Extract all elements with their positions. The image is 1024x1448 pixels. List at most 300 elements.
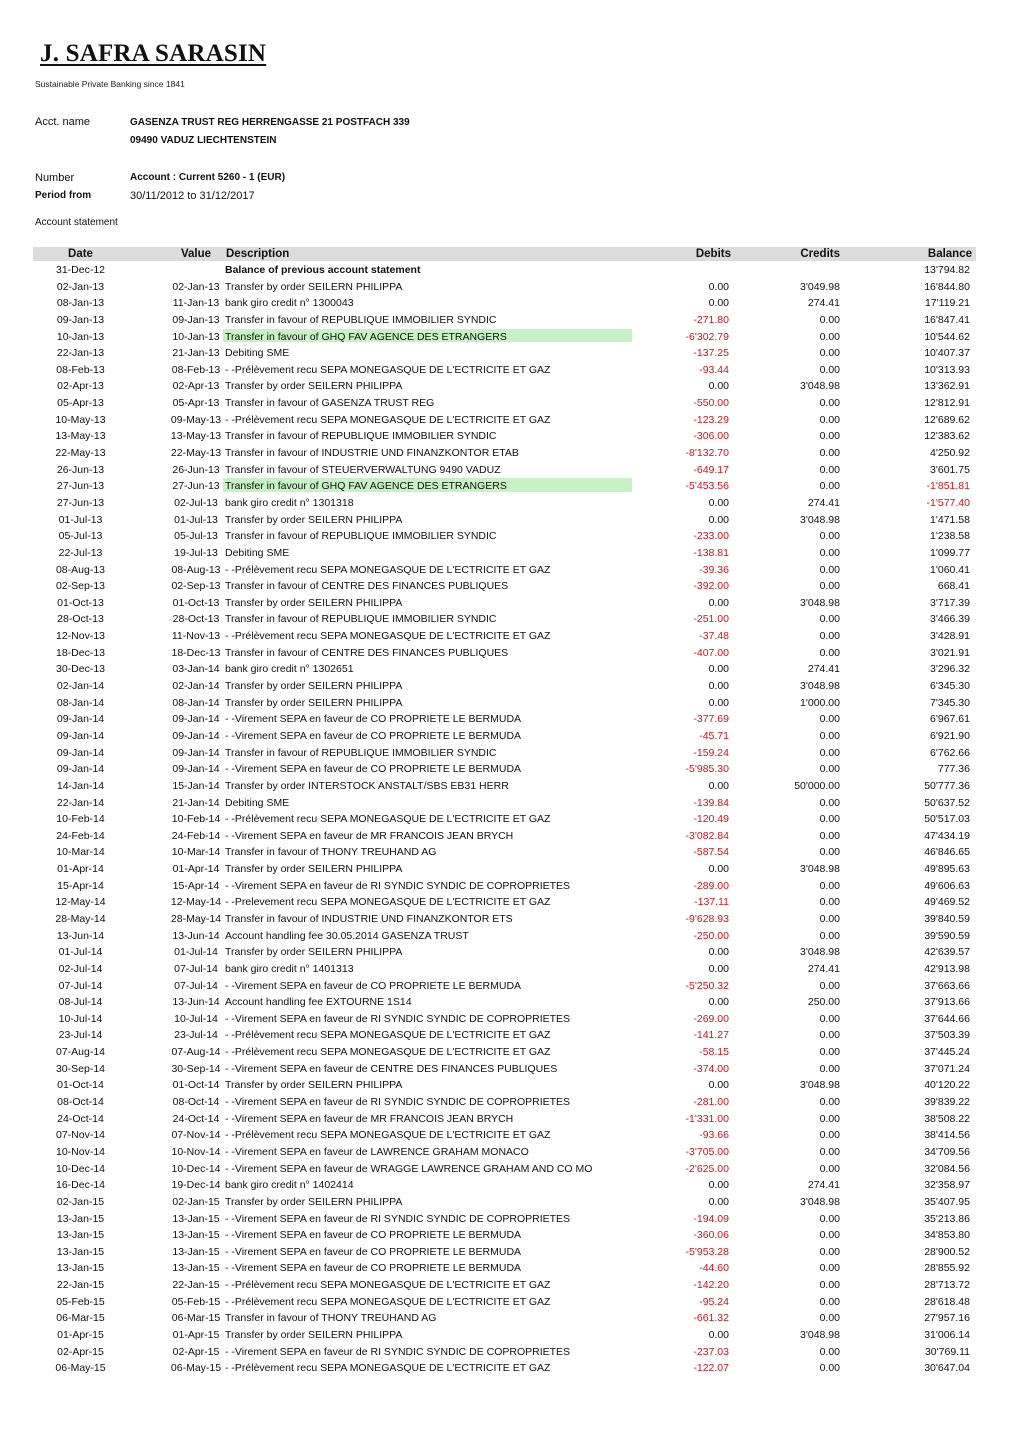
cell-description: - -Virement SEPA en faveur de CO PROPRIETE LE BERMUDA <box>225 1229 522 1242</box>
cell-description: Debiting SME <box>225 347 290 360</box>
cell-debit: 0.00 <box>708 1329 729 1341</box>
cell-debit: -93.66 <box>699 1129 729 1142</box>
cell-credit: 0.00 <box>819 1262 840 1275</box>
cell-value-date: 09-May-13 <box>170 413 222 426</box>
cell-balance: -1'577.40 <box>926 496 970 509</box>
cell-value-date: 30-Sep-14 <box>171 1062 221 1075</box>
cell-debit: 0.00 <box>708 680 729 693</box>
cell-value-date: 13-Jun-14 <box>172 996 220 1009</box>
cell-debit: -649.17 <box>693 463 729 476</box>
cell-value-date: 05-Feb-15 <box>171 1295 221 1308</box>
cell-value-date: 28-Oct-13 <box>172 613 220 626</box>
cell-description: - -Virement SEPA en faveur de CO PROPRIETE LE BERMUDA <box>225 713 522 726</box>
cell-date: 10-Dec-14 <box>55 1162 106 1175</box>
cell-value-date: 06-Mar-15 <box>171 1312 221 1325</box>
cell-description: - -Virement SEPA en faveur de RI SYNDIC SYNDIC DE COPROPRIETES <box>225 1012 571 1025</box>
cell-balance: 39'840.59 <box>924 912 970 925</box>
cell-balance: 37'663.66 <box>924 979 970 992</box>
cell-description: - -Prélèvement recu SEPA MONEGASQUE DE L'ECTRICITE ET GAZ <box>225 813 551 826</box>
cell-value-date: 09-Jan-14 <box>172 713 220 726</box>
table-row <box>33 1127 976 1144</box>
cell-value-date: 03-Jan-14 <box>172 663 220 676</box>
cell-date: 22-May-13 <box>55 447 106 460</box>
cell-credit: 0.00 <box>819 1062 840 1075</box>
cell-credit: 0.00 <box>819 1029 840 1042</box>
table-row <box>33 1094 976 1111</box>
table-row <box>33 1310 976 1327</box>
cell-balance: 3'428.91 <box>930 630 970 643</box>
cell-credit: 0.00 <box>819 813 840 826</box>
cell-value-date: 02-Jan-14 <box>172 680 220 693</box>
cell-debit: -44.60 <box>699 1262 729 1275</box>
cell-credit: 3'048.98 <box>800 863 840 876</box>
table-row <box>33 478 976 495</box>
cell-balance: 6'967.61 <box>930 713 970 726</box>
cell-description: - -Virement SEPA en faveur de CO PROPRIETE LE BERMUDA <box>225 1262 522 1275</box>
cell-description: - -Virement SEPA en faveur de RI SYNDIC SYNDIC DE COPROPRIETES <box>225 1345 571 1358</box>
cell-credit: 0.00 <box>819 846 840 859</box>
cell-date: 01-Apr-15 <box>57 1329 104 1341</box>
cell-value-date: 02-Jan-15 <box>172 1195 220 1208</box>
cell-description: Transfer by order SEILERN PHILIPPA <box>225 1329 403 1341</box>
cell-description: Transfer in favour of GHQ FAV AGENCE DES ETRANGERS <box>225 480 507 493</box>
cell-debit: 0.00 <box>708 280 729 293</box>
cell-balance: 12'812.91 <box>924 397 970 410</box>
table-row <box>33 412 976 429</box>
cell-balance: 28'618.48 <box>924 1295 970 1308</box>
cell-date: 06-Mar-15 <box>56 1312 105 1325</box>
cell-description: Transfer by order SEILERN PHILIPPA <box>225 946 403 959</box>
cell-value-date: 05-Apr-13 <box>172 397 220 410</box>
cell-balance: 50'777.36 <box>924 779 970 792</box>
table-row <box>33 445 976 462</box>
cell-description: Transfer by order SEILERN PHILIPPA <box>225 1195 403 1208</box>
cell-description: Transfer by order SEILERN PHILIPPA <box>225 596 403 609</box>
table-row <box>33 1161 976 1178</box>
table-row <box>33 695 976 712</box>
cell-value-date: 13-Jan-15 <box>172 1245 220 1258</box>
cell-balance: 13'794.82 <box>924 264 970 276</box>
cell-credit: 3'048.98 <box>800 513 840 526</box>
cell-date: 01-Apr-14 <box>57 863 104 876</box>
cell-credit: 0.00 <box>819 1162 840 1175</box>
cell-date: 15-Apr-14 <box>57 879 104 892</box>
cell-date: 22-Jan-14 <box>56 796 105 809</box>
cell-date: 10-Jul-14 <box>58 1012 103 1025</box>
cell-balance: 1'099.77 <box>930 546 970 559</box>
cell-description: Transfer in favour of REPUBLIQUE IMMOBILIER SYNDIC <box>225 430 497 443</box>
cell-date: 22-Jul-13 <box>58 546 103 559</box>
cell-balance: 12'689.62 <box>924 413 970 426</box>
cell-description: - -Virement SEPA en faveur de RI SYNDIC SYNDIC DE COPROPRIETES <box>225 1212 571 1225</box>
cell-debit: -9'628.93 <box>685 912 729 925</box>
cell-debit: -5'953.28 <box>685 1245 729 1258</box>
cell-balance: 10'407.37 <box>924 347 970 360</box>
cell-credit: 0.00 <box>819 729 840 742</box>
cell-value-date: 13-Jan-15 <box>172 1262 220 1275</box>
table-row <box>33 462 976 479</box>
cell-debit: -5'453.56 <box>685 480 729 493</box>
cell-date: 12-May-14 <box>55 896 106 909</box>
cell-value-date: 09-Jan-14 <box>172 746 220 759</box>
cell-value-date: 08-Oct-14 <box>172 1096 220 1109</box>
cell-credit: 0.00 <box>819 330 840 343</box>
cell-value-date: 09-Jan-14 <box>172 763 220 776</box>
cell-balance: 49'469.52 <box>924 896 970 909</box>
table-row <box>33 595 976 612</box>
cell-credit: 3'048.98 <box>800 596 840 609</box>
cell-value-date: 10-Dec-14 <box>171 1162 221 1175</box>
cell-description: Transfer in favour of INDUSTRIE UND FINANZKONTOR ETS <box>225 912 513 925</box>
bank-tagline: Sustainable Private Banking since 1841 <box>35 79 185 89</box>
cell-value-date: 10-Feb-14 <box>171 813 221 826</box>
cell-balance: 37'445.24 <box>924 1046 970 1059</box>
cell-date: 09-Jan-14 <box>56 746 105 759</box>
cell-date: 07-Jul-14 <box>58 979 103 992</box>
cell-description: Transfer in favour of THONY TREUHAND AG <box>225 1312 437 1325</box>
cell-debit: -3'082.84 <box>685 829 729 842</box>
cell-date: 26-Jun-13 <box>56 463 105 476</box>
table-row <box>33 1211 976 1228</box>
cell-description: - -Virement SEPA en faveur de RI SYNDIC SYNDIC DE COPROPRIETES <box>225 879 571 892</box>
cell-credit: 0.00 <box>819 1112 840 1125</box>
cell-credit: 0.00 <box>819 1212 840 1225</box>
cell-balance: 37'503.39 <box>924 1029 970 1042</box>
table-row <box>33 562 976 579</box>
cell-value-date: 01-Oct-13 <box>172 596 220 609</box>
cell-balance: 39'590.59 <box>924 929 970 942</box>
cell-description: bank giro credit n° 1300043 <box>225 297 354 310</box>
cell-date: 05-Feb-15 <box>56 1295 105 1308</box>
cell-date: 09-Jan-14 <box>56 713 105 726</box>
cell-debit: -392.00 <box>693 580 729 593</box>
cell-credit: 3'049.98 <box>800 280 840 293</box>
cell-value-date: 01-Oct-14 <box>172 1079 220 1092</box>
cell-balance: 46'846.65 <box>924 846 970 859</box>
cell-date: 12-Nov-13 <box>55 630 106 643</box>
statement-label: Account statement <box>35 217 118 228</box>
cell-description: Transfer by order SEILERN PHILIPPA <box>225 863 403 876</box>
cell-debit: -120.49 <box>693 813 729 826</box>
cell-value-date: 24-Feb-14 <box>171 829 221 842</box>
cell-debit: -374.00 <box>693 1062 729 1075</box>
cell-credit: 0.00 <box>819 313 840 326</box>
cell-value-date: 10-Mar-14 <box>171 846 221 859</box>
cell-date: 22-Jan-13 <box>56 347 105 360</box>
account-number-label: Number <box>35 172 75 184</box>
cell-debit: 0.00 <box>708 863 729 876</box>
table-row <box>33 1144 976 1161</box>
cell-debit: -5'250.32 <box>685 979 729 992</box>
cell-credit: 1'000.00 <box>800 696 840 709</box>
cell-balance: 30'769.11 <box>924 1345 970 1358</box>
cell-balance: 12'383.62 <box>924 430 970 443</box>
table-row <box>33 645 976 662</box>
cell-description: bank giro credit n° 1401313 <box>225 962 354 975</box>
cell-debit: 0.00 <box>708 962 729 975</box>
cell-description: Transfer in favour of REPUBLIQUE IMMOBILIER SYNDIC <box>225 313 497 326</box>
cell-date: 07-Aug-14 <box>55 1046 106 1059</box>
cell-value-date: 27-Jun-13 <box>172 480 220 493</box>
cell-description: - -Virement SEPA en faveur de CO PROPRIETE LE BERMUDA <box>225 1245 522 1258</box>
cell-credit: 0.00 <box>819 929 840 942</box>
cell-date: 01-Jul-13 <box>58 513 103 526</box>
cell-value-date: 15-Jan-14 <box>172 779 220 792</box>
cell-date: 10-Jan-13 <box>56 330 105 343</box>
cell-balance: 6'762.66 <box>930 746 970 759</box>
cell-value-date: 05-Jul-13 <box>174 530 218 543</box>
cell-description: - -Virement SEPA en faveur de RI SYNDIC SYNDIC DE COPROPRIETES <box>225 1096 571 1109</box>
cell-debit: 0.00 <box>708 996 729 1009</box>
cell-description: - -Virement SEPA en faveur de CO PROPRIETE LE BERMUDA <box>225 763 522 776</box>
cell-date: 01-Oct-13 <box>57 596 104 609</box>
cell-balance: -1'851.81 <box>926 480 970 493</box>
cell-credit: 0.00 <box>819 397 840 410</box>
cell-balance: 1'238.58 <box>930 530 970 543</box>
cell-description: bank giro credit n° 1302651 <box>225 663 354 676</box>
header-date: Date <box>68 248 93 260</box>
cell-debit: -137.11 <box>694 896 729 909</box>
cell-debit: -360.06 <box>693 1229 729 1242</box>
cell-description: - -Virement SEPA en faveur de LAWRENCE GRAHAM MONACO <box>225 1145 529 1158</box>
cell-credit: 0.00 <box>819 1245 840 1258</box>
cell-balance: 39'839.22 <box>924 1096 970 1109</box>
cell-debit: 0.00 <box>708 496 729 509</box>
table-row <box>33 1077 976 1094</box>
account-name-line2: 09490 VADUZ LIECHTENSTEIN <box>130 135 277 146</box>
cell-value-date: 07-Jul-14 <box>174 962 218 975</box>
cell-debit: -289.00 <box>693 879 729 892</box>
cell-value-date: 02-Jul-13 <box>174 496 218 509</box>
cell-description: - -Prélèvement recu SEPA MONEGASQUE DE L'ECTRICITE ET GAZ <box>225 563 551 576</box>
cell-balance: 28'900.52 <box>924 1245 970 1258</box>
cell-description: Transfer in favour of REPUBLIQUE IMMOBILIER SYNDIC <box>225 530 497 543</box>
cell-credit: 0.00 <box>819 879 840 892</box>
cell-value-date: 09-Jan-13 <box>172 313 220 326</box>
cell-date: 10-May-13 <box>55 413 106 426</box>
table-row <box>33 844 976 861</box>
cell-debit: -281.00 <box>693 1096 729 1109</box>
cell-description: Transfer by order SEILERN PHILIPPA <box>225 380 403 393</box>
cell-value-date: 19-Jul-13 <box>174 546 218 559</box>
cell-debit: -93.44 <box>699 363 729 376</box>
cell-date: 13-Jan-15 <box>56 1262 105 1275</box>
cell-description: Transfer in favour of THONY TREUHAND AG <box>225 846 437 859</box>
period-value: 30/11/2012 to 31/12/2017 <box>130 190 255 202</box>
table-row <box>33 778 976 795</box>
cell-balance: 16'847.41 <box>924 313 970 326</box>
table-row <box>33 611 976 628</box>
cell-credit: 0.00 <box>819 613 840 626</box>
table-row <box>33 1044 976 1061</box>
cell-balance: 27'957.16 <box>924 1312 970 1325</box>
cell-credit: 0.00 <box>819 580 840 593</box>
cell-debit: -550.00 <box>693 397 729 410</box>
cell-value-date: 28-May-14 <box>170 912 222 925</box>
cell-date: 27-Jun-13 <box>56 496 105 509</box>
cell-description: Transfer by order SEILERN PHILIPPA <box>225 280 403 293</box>
cell-credit: 0.00 <box>819 1229 840 1242</box>
cell-debit: -58.15 <box>699 1046 729 1059</box>
cell-value-date: 21-Jan-14 <box>172 796 220 809</box>
cell-description: Transfer by order SEILERN PHILIPPA <box>225 680 403 693</box>
cell-debit: -159.24 <box>693 746 729 759</box>
table-row <box>33 1061 976 1078</box>
cell-value-date: 07-Aug-14 <box>171 1046 221 1059</box>
cell-date: 24-Feb-14 <box>56 829 105 842</box>
cell-description: Debiting SME <box>225 546 290 559</box>
cell-value-date: 07-Nov-14 <box>171 1129 221 1142</box>
cell-description: - -Virement SEPA en faveur de CENTRE DES FINANCES PUBLIQUES <box>225 1062 558 1075</box>
table-row <box>33 761 976 778</box>
cell-date: 13-Jan-15 <box>56 1245 105 1258</box>
cell-credit: 274.41 <box>807 962 840 975</box>
table-row <box>33 628 976 645</box>
table-row <box>33 745 976 762</box>
table-row <box>33 345 976 362</box>
cell-debit: -37.48 <box>699 630 729 643</box>
table-row <box>33 1244 976 1261</box>
cell-date: 06-May-15 <box>55 1362 106 1375</box>
cell-balance: 10'313.93 <box>924 363 970 376</box>
transactions-table <box>33 262 976 1377</box>
cell-date: 24-Oct-14 <box>57 1112 104 1125</box>
table-row <box>33 495 976 512</box>
cell-credit: 0.00 <box>819 1345 840 1358</box>
cell-date: 23-Jul-14 <box>58 1029 103 1042</box>
cell-debit: 0.00 <box>708 380 729 393</box>
cell-date: 08-Oct-14 <box>57 1096 104 1109</box>
table-row <box>33 329 976 346</box>
cell-balance: 1'471.58 <box>930 513 970 526</box>
cell-debit: -45.71 <box>699 729 729 742</box>
cell-date: 01-Jul-14 <box>58 946 103 959</box>
cell-balance: 1'060.41 <box>930 563 970 576</box>
cell-date: 05-Jul-13 <box>58 530 103 543</box>
cell-description: Transfer in favour of INDUSTRIE UND FINANZKONTOR ETAB <box>225 447 519 460</box>
cell-debit: -194.09 <box>693 1212 729 1225</box>
cell-date: 30-Sep-14 <box>55 1062 106 1075</box>
table-row <box>33 728 976 745</box>
table-row <box>33 828 976 845</box>
cell-description: Transfer in favour of GASENZA TRUST REG <box>225 397 435 410</box>
cell-date: 02-Jan-15 <box>56 1195 105 1208</box>
table-row <box>33 378 976 395</box>
cell-date: 18-Dec-13 <box>55 646 106 659</box>
table-row <box>33 1011 976 1028</box>
cell-description: Transfer in favour of CENTRE DES FINANCES PUBLIQUES <box>225 580 509 593</box>
cell-credit: 0.00 <box>819 413 840 426</box>
header-balance: Balance <box>927 248 972 260</box>
account-number-value: Account : Current 5260 - 1 (EUR) <box>130 172 286 183</box>
cell-date: 13-Jan-15 <box>56 1212 105 1225</box>
cell-date: 05-Apr-13 <box>57 397 104 410</box>
cell-date: 31-Dec-12 <box>55 264 106 276</box>
cell-value-date: 22-Jan-15 <box>172 1279 220 1292</box>
cell-debit: -137.25 <box>693 347 729 360</box>
table-row <box>33 994 976 1011</box>
cell-credit: 0.00 <box>819 463 840 476</box>
cell-debit: -123.29 <box>693 413 729 426</box>
cell-value-date: 10-Jul-14 <box>174 1012 218 1025</box>
cell-debit: 0.00 <box>708 513 729 526</box>
cell-value-date: 01-Jul-13 <box>174 513 218 526</box>
table-row <box>33 928 976 945</box>
cell-value-date: 13-May-13 <box>170 430 222 443</box>
table-row <box>33 395 976 412</box>
cell-balance: 28'855.92 <box>924 1262 970 1275</box>
cell-date: 02-Jan-14 <box>56 680 105 693</box>
cell-credit: 274.41 <box>807 663 840 676</box>
cell-balance: 40'120.22 <box>924 1079 970 1092</box>
cell-value-date: 12-May-14 <box>170 896 222 909</box>
cell-credit: 0.00 <box>819 363 840 376</box>
table-row <box>33 1344 976 1361</box>
cell-debit: -2'625.00 <box>685 1162 729 1175</box>
cell-balance: 32'084.56 <box>924 1162 970 1175</box>
cell-description: Account handling fee EXTOURNE 1S14 <box>225 996 412 1009</box>
cell-value-date: 13-Jun-14 <box>172 929 220 942</box>
cell-date: 30-Dec-13 <box>55 663 106 676</box>
cell-debit: -8'132.70 <box>685 447 729 460</box>
table-row <box>33 578 976 595</box>
cell-date: 08-Jan-13 <box>56 297 105 310</box>
account-name-line1: GASENZA TRUST REG HERRENGASSE 21 POSTFACH 339 <box>130 117 410 128</box>
cell-credit: 0.00 <box>819 763 840 776</box>
table-row <box>33 1360 976 1377</box>
cell-credit: 0.00 <box>819 347 840 360</box>
table-row <box>33 279 976 296</box>
cell-balance: 50'517.03 <box>924 813 970 826</box>
cell-description: - -Prélèvement recu SEPA MONEGASQUE DE L'ECTRICITE ET GAZ <box>225 1362 551 1375</box>
cell-debit: 0.00 <box>708 596 729 609</box>
table-row <box>33 1294 976 1311</box>
cell-description: - -Prélèvement recu SEPA MONEGASQUE DE L'ECTRICITE ET GAZ <box>225 1129 551 1142</box>
table-row <box>33 795 976 812</box>
cell-date: 02-Sep-13 <box>55 580 106 593</box>
cell-date: 09-Jan-14 <box>56 763 105 776</box>
cell-balance: 49'895.63 <box>924 863 970 876</box>
cell-debit: 0.00 <box>708 779 729 792</box>
cell-description: - -Prelevement recu SEPA MONEGASQUE DE L'ECTRICITE ET GAZ <box>225 896 551 909</box>
cell-balance: 37'644.66 <box>924 1012 970 1025</box>
table-row <box>33 661 976 678</box>
period-label: Period from <box>35 190 92 201</box>
cell-credit: 0.00 <box>819 530 840 543</box>
cell-date: 02-Jul-14 <box>58 962 103 975</box>
cell-date: 10-Feb-14 <box>56 813 105 826</box>
table-row <box>33 262 976 279</box>
cell-value-date: 06-May-15 <box>170 1362 222 1375</box>
table-row <box>33 861 976 878</box>
cell-balance: 35'407.95 <box>924 1195 970 1208</box>
cell-value-date: 11-Nov-13 <box>171 630 221 643</box>
cell-debit: -39.36 <box>699 563 729 576</box>
cell-balance: 3'296.32 <box>930 663 970 676</box>
cell-balance: 38'414.56 <box>924 1129 970 1142</box>
cell-debit: -1'331.00 <box>685 1112 729 1125</box>
cell-credit: 0.00 <box>819 829 840 842</box>
cell-credit: 0.00 <box>819 912 840 925</box>
cell-description: - -Prélèvement recu SEPA MONEGASQUE DE L'ECTRICITE ET GAZ <box>225 1046 551 1059</box>
cell-debit: -377.69 <box>693 713 729 726</box>
cell-description: Transfer by order SEILERN PHILIPPA <box>225 696 403 709</box>
cell-date: 16-Dec-14 <box>55 1179 106 1192</box>
cell-value-date: 26-Jun-13 <box>172 463 220 476</box>
cell-description: Transfer by order SEILERN PHILIPPA <box>225 513 403 526</box>
cell-balance: 668.41 <box>937 580 970 593</box>
cell-balance: 30'647.04 <box>924 1362 970 1375</box>
